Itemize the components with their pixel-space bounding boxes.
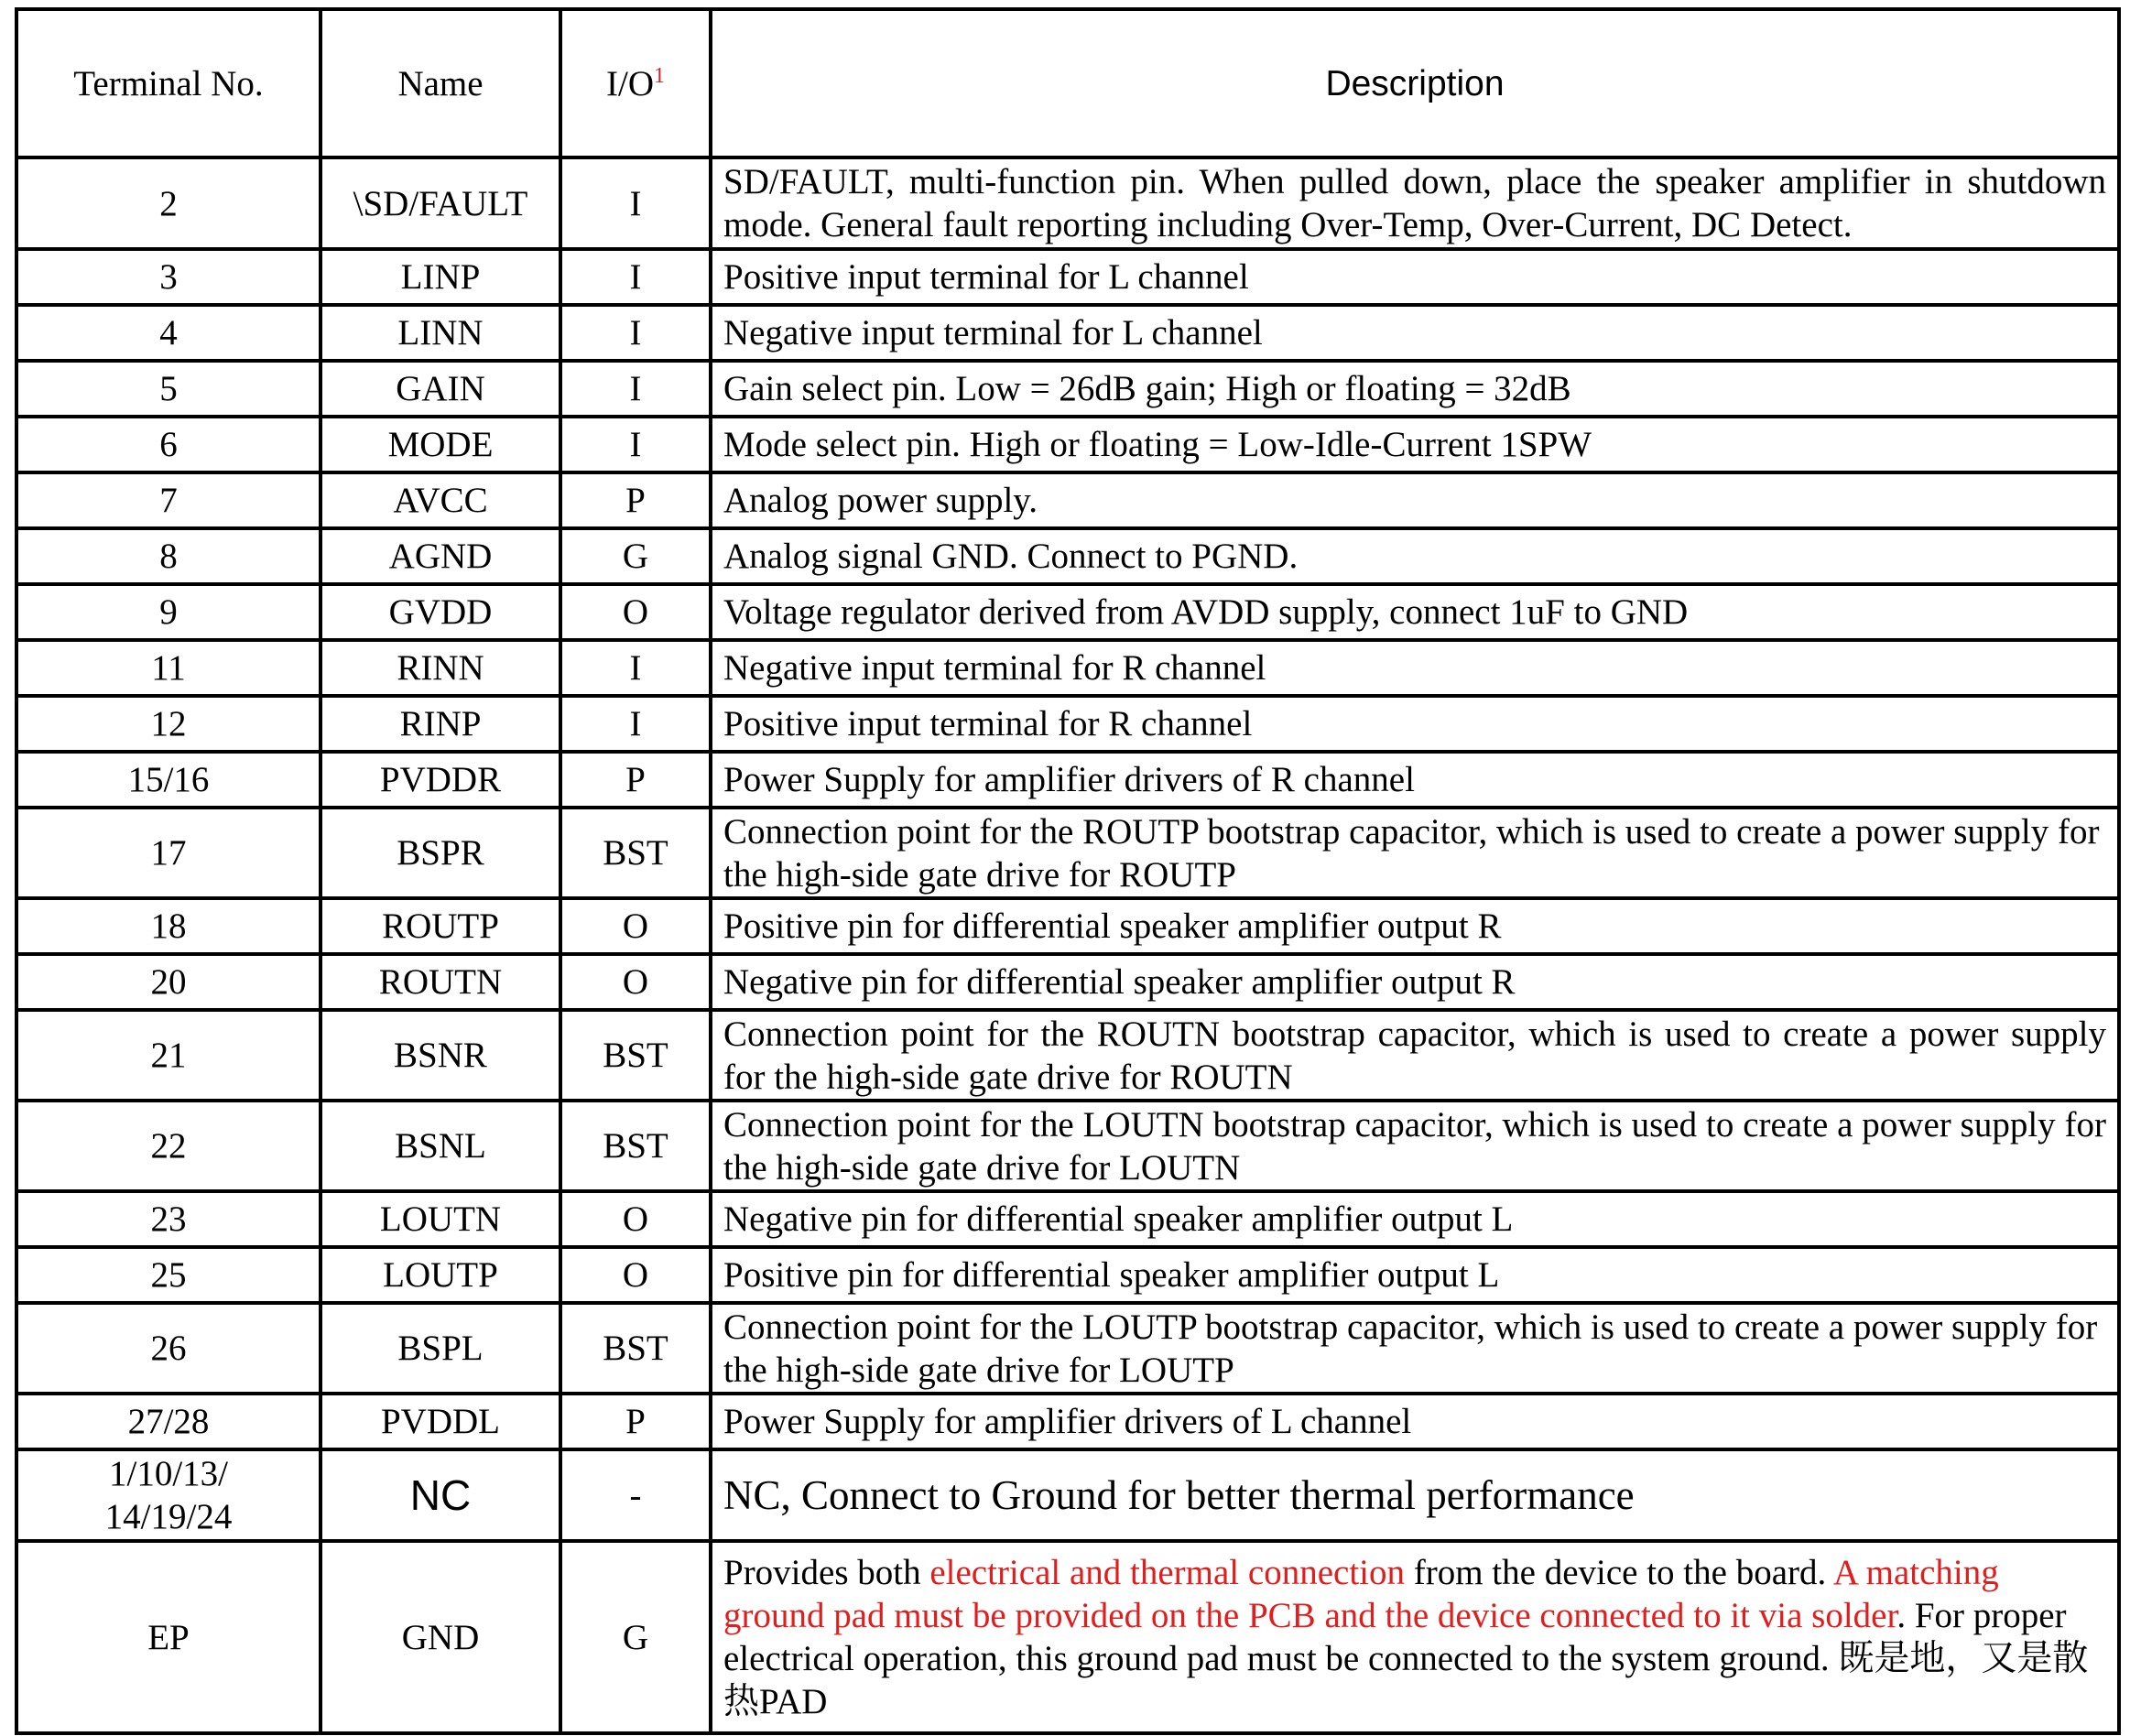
description-cell: Connection point for the LOUTN bootstrap capacitor, which is used to create a power supply for the high-side gate drive for LOUTN [711,1101,2119,1191]
terminal-cell: 7 [16,472,321,528]
desc-highlight: electrical and thermal connection [929,1553,1405,1592]
table-row [16,808,2119,898]
terminal-cell [16,1449,321,1541]
description-cell: Negative pin for differential speaker amplifier output R [711,954,2119,1010]
terminal-cell: 21 [16,1010,321,1101]
header-name: Name [321,9,560,157]
name-cell: ROUTN [321,954,560,1010]
terminal-cell: 4 [16,305,321,361]
name-cell: RINP [321,696,560,752]
table-row [16,1101,2119,1191]
io-cell: G [560,1541,711,1733]
io-cell: O [560,1191,711,1247]
description-cell: Gain select pin. Low = 26dB gain; High or floating = 32dB [711,361,2119,417]
description-cell: NC, Connect to Ground for better thermal performance [711,1449,2119,1541]
pin-description-table [15,7,2121,1735]
terminal-line: 1/10/13/ [108,1454,228,1493]
desc-text: from the device to the board. [1405,1553,1833,1592]
table-row [16,1247,2119,1303]
terminal-cell: 15/16 [16,752,321,808]
io-cell: BST [560,1101,711,1191]
terminal-cell: 20 [16,954,321,1010]
table-row [16,305,2119,361]
io-cell: I [560,417,711,472]
terminal-line: 14/19/24 [104,1497,233,1536]
io-cell: O [560,898,711,954]
name-cell: GAIN [321,361,560,417]
table-row [16,1541,2119,1733]
terminal-cell: 12 [16,696,321,752]
desc-text: Provides both [723,1553,930,1592]
table-row [16,472,2119,528]
table-row [16,696,2119,752]
table-row [16,640,2119,696]
terminal-cell: 5 [16,361,321,417]
io-cell: - [560,1449,711,1541]
name-cell: PVDDL [321,1394,560,1449]
terminal-cell: 6 [16,417,321,472]
name-cell: GND [321,1541,560,1733]
name-cell: ROUTP [321,898,560,954]
terminal-cell: 9 [16,584,321,640]
terminal-cell: 25 [16,1247,321,1303]
table-row [16,528,2119,584]
terminal-cell: 17 [16,808,321,898]
io-cell: P [560,752,711,808]
description-cell: Mode select pin. High or floating = Low-Idle-Current 1SPW [711,417,2119,472]
desc-highlight: A matching ground pad must be provided on the PCB and the device connected to it via solder [723,1553,1999,1635]
description-cell: Positive input terminal for R channel [711,696,2119,752]
header-terminal: Terminal No. [16,9,321,157]
description-cell: Power Supply for amplifier drivers of R channel [711,752,2119,808]
io-cell: P [560,1394,711,1449]
description-cell: Negative pin for differential speaker amplifier output L [711,1191,2119,1247]
table-row [16,1303,2119,1394]
name-cell: NC [321,1449,560,1541]
terminal-cell: 22 [16,1101,321,1191]
description-cell: Analog signal GND. Connect to PGND. [711,528,2119,584]
io-cell: G [560,528,711,584]
name-cell: LOUTP [321,1247,560,1303]
name-cell: LINN [321,305,560,361]
description-cell: Positive pin for differential speaker amplifier output R [711,898,2119,954]
table-row [16,752,2119,808]
description-cell: Negative input terminal for R channel [711,640,2119,696]
terminal-cell: 18 [16,898,321,954]
header-io-label: I/O [606,63,654,103]
io-cell: BST [560,1303,711,1394]
io-cell: I [560,249,711,305]
io-cell: BST [560,1010,711,1101]
terminal-cell: 3 [16,249,321,305]
description-cell [711,1541,2119,1733]
description-cell: Connection point for the LOUTP bootstrap capacitor, which is used to create a power supply for the high-side gate drive for LOUTP [711,1303,2119,1394]
name-cell: BSPR [321,808,560,898]
table-row [16,361,2119,417]
terminal-cell: EP [16,1541,321,1733]
io-cell: I [560,696,711,752]
terminal-cell: 11 [16,640,321,696]
table-row [16,157,2119,249]
table-row [16,898,2119,954]
name-cell: MODE [321,417,560,472]
name-cell: LINP [321,249,560,305]
io-cell: O [560,954,711,1010]
description-cell: Voltage regulator derived from AVDD supply, connect 1uF to GND [711,584,2119,640]
name-cell: AVCC [321,472,560,528]
description-cell: Positive pin for differential speaker amplifier output L [711,1247,2119,1303]
io-cell: BST [560,808,711,898]
io-cell: P [560,472,711,528]
name-cell: AGND [321,528,560,584]
description-cell: Power Supply for amplifier drivers of L channel [711,1394,2119,1449]
terminal-cell: 8 [16,528,321,584]
terminal-cell: 23 [16,1191,321,1247]
description-cell: Connection point for the ROUTN bootstrap capacitor, which is used to create a power supply for the high-side gate drive for ROUTN [711,1010,2119,1101]
terminal-cell: 2 [16,157,321,249]
name-cell: PVDDR [321,752,560,808]
table-row [16,954,2119,1010]
name-cell: LOUTN [321,1191,560,1247]
io-cell: I [560,157,711,249]
table-row [16,249,2119,305]
name-cell: GVDD [321,584,560,640]
header-description: Description [711,9,2119,157]
desc-text: . For proper electrical operation, this ground pad must be connected to the system ground. 既是地，又是散热PAD [723,1596,2089,1721]
description-cell: SD/FAULT, multi-function pin. When pulled down, place the speaker amplifier in shutdown mode. General fault reporting including Over-Temp, Over-Current, DC Detect. [711,157,2119,249]
name-cell: \SD/FAULT [321,157,560,249]
description-cell: Negative input terminal for L channel [711,305,2119,361]
header-io [560,9,711,157]
table-row [16,1010,2119,1101]
name-cell: BSNR [321,1010,560,1101]
table-row [16,584,2119,640]
table-row [16,1191,2119,1247]
name-cell: RINN [321,640,560,696]
io-cell: I [560,361,711,417]
io-cell: I [560,640,711,696]
io-cell: O [560,1247,711,1303]
table-row [16,1449,2119,1541]
description-cell: Positive input terminal for L channel [711,249,2119,305]
io-cell: O [560,584,711,640]
table-header-row [16,9,2119,157]
terminal-cell: 27/28 [16,1394,321,1449]
table-row [16,417,2119,472]
description-cell: Connection point for the ROUTP bootstrap capacitor, which is used to create a power supply for the high-side gate drive for ROUTP [711,808,2119,898]
table-row [16,1394,2119,1449]
description-cell: Analog power supply. [711,472,2119,528]
io-cell: I [560,305,711,361]
name-cell: BSNL [321,1101,560,1191]
header-io-footnote: 1 [654,63,665,88]
terminal-cell: 26 [16,1303,321,1394]
name-cell: BSPL [321,1303,560,1394]
